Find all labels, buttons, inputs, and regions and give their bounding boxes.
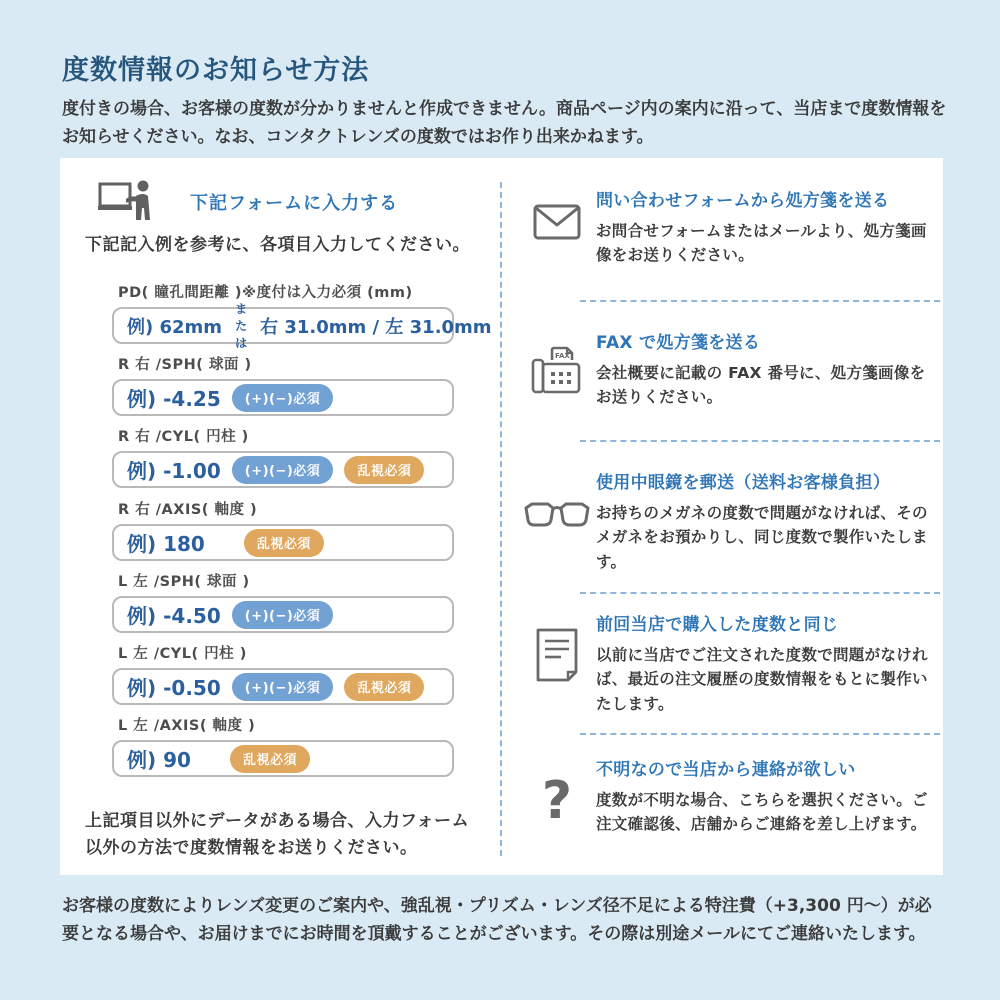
mail-icon xyxy=(518,186,596,268)
plus-minus-required-badge: (+)(−)必須 xyxy=(232,456,334,484)
method-separator xyxy=(580,592,940,594)
content-panel xyxy=(60,158,943,875)
example-value: 例) 62mm xyxy=(127,316,223,338)
page-title: 度数情報のお知らせ方法 xyxy=(62,55,370,86)
field-label: R 右 /SPH( 球面 ) xyxy=(118,357,252,373)
field-example-box xyxy=(112,524,454,561)
method-heading: 使用中眼鏡を郵送（送料お客様負担） xyxy=(596,473,891,493)
method-body: お問合せフォームまたはメールより、処方箋画像をお送りください。 xyxy=(596,222,927,265)
astigmatism-required-badge: 乱視必須 xyxy=(344,673,424,701)
form-section-header xyxy=(98,180,398,224)
field-label: R 右 /CYL( 円柱 ) xyxy=(118,429,249,445)
method-contact-form xyxy=(518,186,943,268)
method-heading: 問い合わせフォームから処方箋を送る xyxy=(596,191,890,211)
method-heading: FAX で処方箋を送る xyxy=(596,333,761,353)
fax-icon xyxy=(518,328,596,410)
method-body: お持ちのメガネの度数で問題がなければ、そのメガネをお預かりし、同じ度数で製作いたします。 xyxy=(596,504,928,571)
method-body: 以前に当店でご注文された度数で問題がなければ、最近の注文履歴の度数情報をもとに製作いたします。 xyxy=(596,646,928,713)
plus-minus-required-badge: (+)(−)必須 xyxy=(232,384,334,412)
example-value: 例) 90 xyxy=(127,748,191,772)
astigmatism-required-badge: 乱視必須 xyxy=(230,745,310,773)
question-icon: ? xyxy=(541,771,573,831)
footer-paragraph: お客様の度数によりレンズ変更のご案内や、強乱視・プリズム・レンズ径不足による特注費（+3,300 円〜）が必要となる場合や、お届けまでにお時間を頂戴することがございます。その際は別途メールにてご連絡いたします。 xyxy=(62,896,932,944)
plus-minus-required-badge: (+)(−)必須 xyxy=(232,601,334,629)
field-r-sph xyxy=(112,353,454,416)
column-divider xyxy=(500,182,502,856)
field-r-cyl xyxy=(112,425,454,488)
field-label: L 左 /AXIS( 軸度 ) xyxy=(118,718,256,734)
svg-text:FAX: FAX xyxy=(555,352,570,360)
field-label: PD( 瞳孔間距離 )※度付は入力必須 (mm) xyxy=(118,285,413,301)
example-value: 例) -0.50 xyxy=(127,676,221,700)
field-example-box xyxy=(112,302,492,350)
person-at-monitor-icon xyxy=(98,180,160,224)
example-value: 例) -1.00 xyxy=(127,459,221,483)
form-note: 上記項目以外にデータがある場合、入力フォーム以外の方法で度数情報をお送りください。 xyxy=(85,811,470,859)
field-pd xyxy=(112,281,492,350)
field-example-box xyxy=(112,596,454,633)
method-separator xyxy=(580,733,940,735)
field-example-box xyxy=(112,740,454,777)
field-label: R 右 /AXIS( 軸度 ) xyxy=(118,502,258,518)
example-value: 右 31.0mm / 左 31.0mm xyxy=(260,316,492,338)
method-separator xyxy=(580,440,940,442)
method-body: 度数が不明な場合、こちらを選択ください。ご注文確認後、店舗からご連絡を差し上げます。 xyxy=(596,791,928,834)
form-instruction: 下記記入例を参考に、各項目入力してください。 xyxy=(85,235,470,255)
example-value: 例) 180 xyxy=(127,532,205,556)
plus-minus-required-badge: (+)(−)必須 xyxy=(232,673,334,701)
example-value: 例) -4.25 xyxy=(127,387,221,411)
method-fax xyxy=(518,328,943,410)
field-example-box xyxy=(112,379,454,416)
field-l-axis xyxy=(112,714,454,777)
field-l-cyl xyxy=(112,642,454,705)
astigmatism-required-badge: 乱視必須 xyxy=(244,529,324,557)
field-example-box xyxy=(112,451,454,488)
field-label: L 左 /CYL( 円柱 ) xyxy=(118,646,247,662)
form-section-heading: 下記フォームに入力する xyxy=(190,193,399,214)
example-connector: または xyxy=(235,302,248,350)
field-l-sph xyxy=(112,570,454,633)
methods-column xyxy=(518,158,943,875)
field-label: L 左 /SPH( 球面 ) xyxy=(118,574,250,590)
field-example-box xyxy=(112,668,454,705)
field-r-axis xyxy=(112,498,454,561)
method-heading: 前回当店で購入した度数と同じ xyxy=(596,615,839,635)
astigmatism-required-badge: 乱視必須 xyxy=(344,456,424,484)
glasses-icon xyxy=(518,468,596,574)
document-icon xyxy=(518,610,596,716)
method-previous-order xyxy=(518,610,943,716)
intro-paragraph: 度付きの場合、お客様の度数が分かりませんと作成できません。商品ページ内の案内に沿って、当店まで度数情報をお知らせください。なお、コンタクトレンズの度数ではお作り出来かねます。 xyxy=(62,99,947,147)
method-contact-me xyxy=(518,755,943,837)
method-body: 会社概要に記載の FAX 番号に、処方箋画像をお送りください。 xyxy=(596,364,926,407)
example-value: 例) -4.50 xyxy=(127,604,221,628)
method-separator xyxy=(580,300,940,302)
method-mail-glasses xyxy=(518,468,943,574)
method-heading: 不明なので当店から連絡が欲しい xyxy=(596,760,856,780)
